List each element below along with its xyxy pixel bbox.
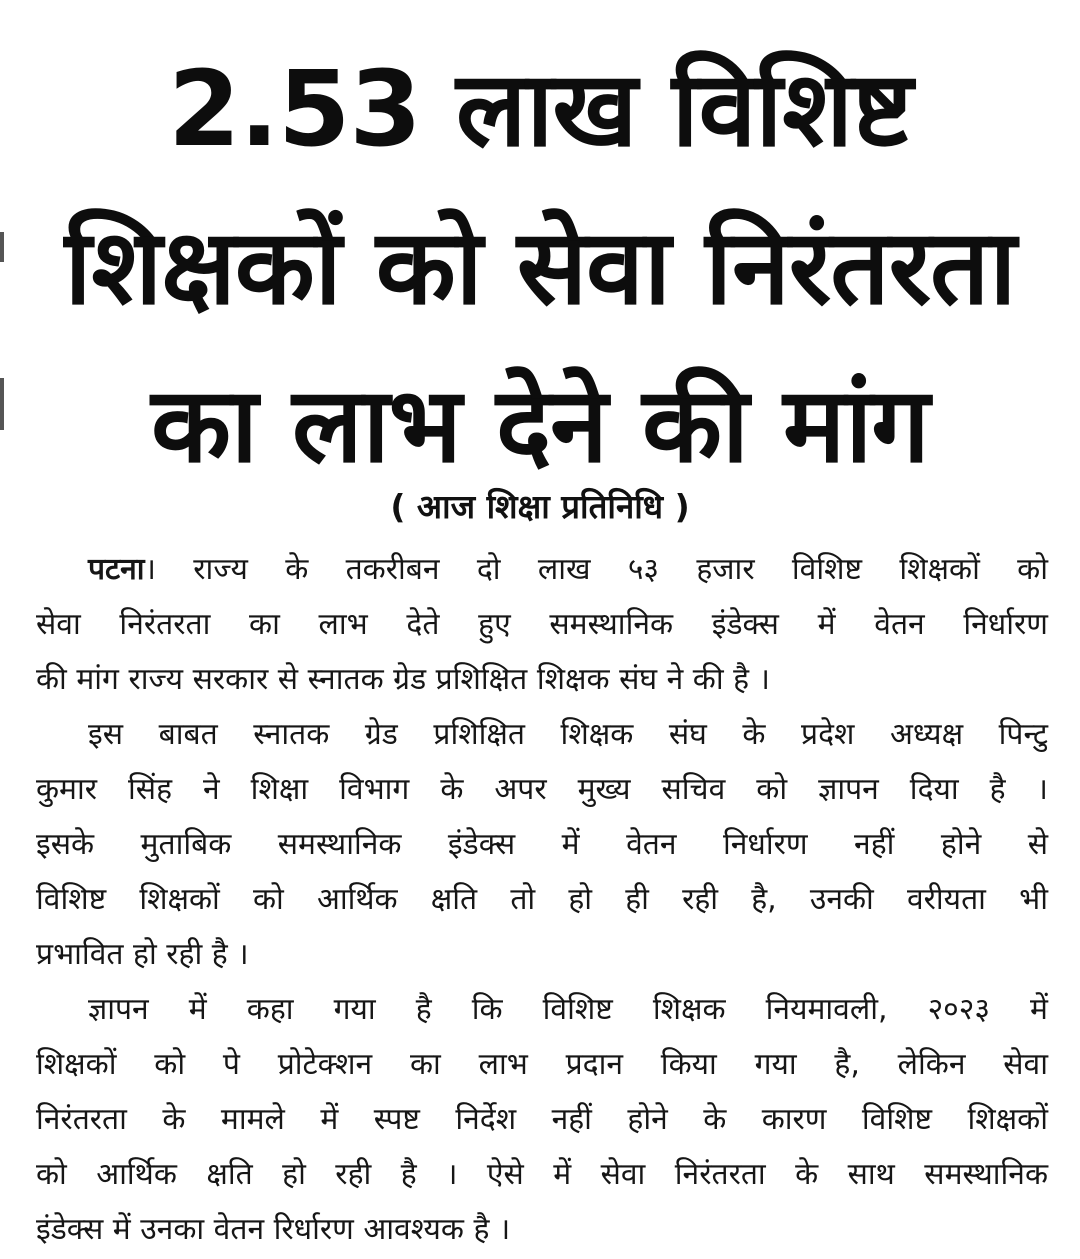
body-line: प्रभावित हो रही है । — [36, 937, 249, 972]
body-line: निरंतरता के मामले में स्पष्ट निर्देश नहीं होने के कारण विशिष्ट शिक्षकों — [36, 1102, 1048, 1137]
article-body — [36, 542, 1048, 1257]
headline — [0, 30, 1080, 504]
body-line — [36, 542, 1048, 597]
body-line: इस बाबत स्नातक ग्रेड प्रशिक्षित शिक्षक संघ के प्रदेश अध्यक्ष पिन्टु — [88, 717, 1048, 752]
headline-line-2: शिक्षकों को सेवा निरंतरता — [64, 206, 1016, 328]
body-line: इंडेक्स में उनका वेतन रिर्धारण आवश्यक है । — [36, 1212, 511, 1247]
body-line: सेवा निरंतरता का लाभ देते हुए समस्थानिक इंडेक्स में वेतन निर्धारण — [36, 607, 1048, 642]
body-line: की मांग राज्य सरकार से स्नातक ग्रेड प्रशिक्षित शिक्षक संघ ने की है । — [36, 662, 770, 697]
headline-line-1: 2.53 लाख विशिष्ट — [168, 48, 912, 170]
dateline: पटना — [88, 552, 145, 587]
byline: ( आज शिक्षा प्रतिनिधि ) — [390, 487, 690, 526]
body-line: को आर्थिक क्षति हो रही है । ऐसे में सेवा निरंतरता के साथ समस्थानिक — [36, 1157, 1048, 1192]
body-line: कुमार सिंह ने शिक्षा विभाग के अपर मुख्य सचिव को ज्ञापन दिया है । — [36, 772, 1048, 807]
body-line: विशिष्ट शिक्षकों को आर्थिक क्षति तो हो ही रही है, उनकी वरीयता भी — [36, 882, 1048, 917]
body-line: शिक्षकों को पे प्रोटेक्शन का लाभ प्रदान किया गया है, लेकिन सेवा — [36, 1047, 1048, 1082]
body-line-text: । राज्य के तकरीबन दो लाख ५३ हजार विशिष्ट शिक्षकों को — [144, 552, 1048, 587]
body-line: ज्ञापन में कहा गया है कि विशिष्ट शिक्षक नियमावली, २०२३ में — [88, 992, 1048, 1027]
headline-line-3: का लाभ देने की मांग — [151, 364, 929, 486]
body-line: इसके मुताबिक समस्थानिक इंडेक्स में वेतन निर्धारण नहीं होने से — [36, 827, 1048, 862]
